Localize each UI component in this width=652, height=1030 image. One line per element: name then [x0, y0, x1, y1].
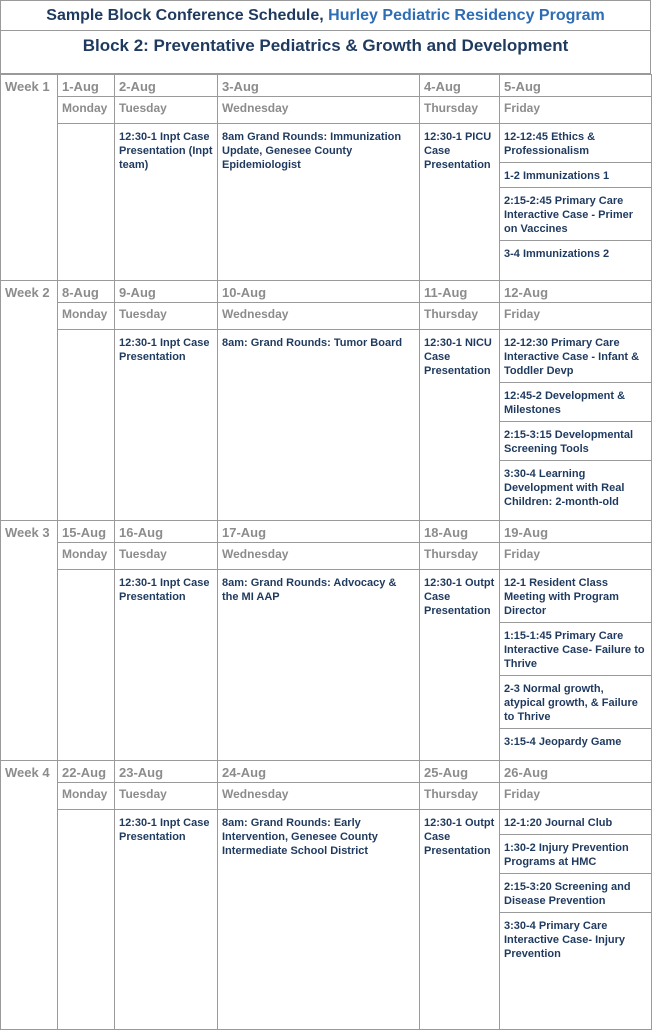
friday-events [500, 570, 652, 761]
weekday-cell: Tuesday [115, 303, 218, 330]
friday-event: 3:30-4 Learning Development with Real Children: 2-month-old [504, 468, 625, 508]
events-row [1, 124, 652, 281]
week-date-row [1, 761, 652, 783]
friday-event: 1:30-2 Injury Prevention Programs at HMC [500, 835, 651, 874]
friday-events [500, 810, 652, 1030]
events-row [1, 330, 652, 521]
weekday-cell: Friday [500, 783, 652, 810]
date-cell: 26-Aug [500, 761, 652, 783]
schedule-table [0, 74, 652, 1030]
events-row [1, 570, 652, 761]
weekday-cell: Thursday [420, 97, 500, 124]
friday-events [500, 330, 652, 521]
date-cell: 9-Aug [115, 281, 218, 303]
program-name: Hurley Pediatric Residency Program [328, 7, 605, 24]
date-cell: 24-Aug [218, 761, 420, 783]
date-cell: 16-Aug [115, 521, 218, 543]
weekday-cell: Wednesday [218, 543, 420, 570]
friday-event: 12-1 Resident Class Meeting with Program Director [500, 570, 651, 623]
document-title [0, 0, 651, 30]
date-cell: 22-Aug [58, 761, 115, 783]
wednesday-event: 8am Grand Rounds: Immunization Update, Genesee County Epidemiologist [218, 124, 420, 281]
weekday-row [1, 783, 652, 810]
tuesday-event: 12:30-1 Inpt Case Presentation [115, 570, 218, 761]
thursday-event: 12:30-1 NICU Case Presentation [420, 330, 500, 521]
weekday-cell: Thursday [420, 543, 500, 570]
weekday-cell: Wednesday [218, 303, 420, 330]
week-label: Week 1 [1, 75, 58, 281]
friday-events [500, 124, 652, 281]
friday-event: 2-3 Normal growth, atypical growth, & Failure to Thrive [500, 676, 651, 729]
week-date-row [1, 281, 652, 303]
thursday-event: 12:30-1 PICU Case Presentation [420, 124, 500, 281]
weekday-cell: Monday [58, 783, 115, 810]
weekday-cell: Wednesday [218, 97, 420, 124]
date-cell: 1-Aug [58, 75, 115, 97]
weekday-row [1, 303, 652, 330]
date-cell: 10-Aug [218, 281, 420, 303]
date-cell: 5-Aug [500, 75, 652, 97]
weekday-cell: Friday [500, 543, 652, 570]
weekday-cell: Monday [58, 303, 115, 330]
weekday-cell: Monday [58, 97, 115, 124]
date-cell: 15-Aug [58, 521, 115, 543]
date-cell: 2-Aug [115, 75, 218, 97]
weekday-cell: Tuesday [115, 783, 218, 810]
title-prefix: Sample Block Conference Schedule, [46, 7, 324, 24]
monday-event [58, 810, 115, 1030]
tuesday-event: 12:30-1 Inpt Case Presentation (Inpt team) [115, 124, 218, 281]
tuesday-event: 12:30-1 Inpt Case Presentation [115, 810, 218, 1030]
date-cell: 25-Aug [420, 761, 500, 783]
friday-event: 12:45-2 Development & Milestones [500, 383, 651, 422]
weekday-cell: Monday [58, 543, 115, 570]
week-date-row [1, 521, 652, 543]
weekday-cell: Tuesday [115, 97, 218, 124]
date-cell: 18-Aug [420, 521, 500, 543]
friday-event: 3:30-4 Primary Care Interactive Case- Injury Prevention [504, 920, 626, 960]
friday-event: 2:15-3:15 Developmental Screening Tools [500, 422, 651, 461]
friday-event: 12-12:30 Primary Care Interactive Case - Infant & Toddler Devp [500, 330, 651, 383]
wednesday-event: 8am: Grand Rounds: Tumor Board [218, 330, 420, 521]
date-cell: 4-Aug [420, 75, 500, 97]
thursday-event: 12:30-1 Outpt Case Presentation [420, 570, 500, 761]
events-row [1, 810, 652, 1030]
friday-event: 1:15-1:45 Primary Care Interactive Case- Failure to Thrive [500, 623, 651, 676]
date-cell: 8-Aug [58, 281, 115, 303]
friday-event: 1-2 Immunizations 1 [500, 163, 651, 188]
weekday-cell: Friday [500, 303, 652, 330]
monday-event [58, 570, 115, 761]
weekday-cell: Friday [500, 97, 652, 124]
thursday-event: 12:30-1 Outpt Case Presentation [420, 810, 500, 1030]
week-label: Week 4 [1, 761, 58, 1030]
weekday-cell: Thursday [420, 783, 500, 810]
weekday-cell: Thursday [420, 303, 500, 330]
friday-event: 12-12:45 Ethics & Professionalism [500, 124, 651, 163]
friday-event: 12-1:20 Journal Club [500, 810, 651, 835]
date-cell: 17-Aug [218, 521, 420, 543]
week-label: Week 2 [1, 281, 58, 521]
date-cell: 3-Aug [218, 75, 420, 97]
week-label: Week 3 [1, 521, 58, 761]
wednesday-event: 8am: Grand Rounds: Early Intervention, Genesee County Intermediate School District [218, 810, 420, 1030]
friday-event: 2:15-3:20 Screening and Disease Prevention [500, 874, 651, 913]
date-cell: 19-Aug [500, 521, 652, 543]
date-cell: 12-Aug [500, 281, 652, 303]
tuesday-event: 12:30-1 Inpt Case Presentation [115, 330, 218, 521]
weekday-cell: Wednesday [218, 783, 420, 810]
date-cell: 11-Aug [420, 281, 500, 303]
monday-event [58, 330, 115, 521]
wednesday-event: 8am: Grand Rounds: Advocacy & the MI AAP [218, 570, 420, 761]
monday-event [58, 124, 115, 281]
block-title: Block 2: Preventative Pediatrics & Growth and Development [0, 30, 651, 74]
weekday-row [1, 543, 652, 570]
weekday-row [1, 97, 652, 124]
week-date-row [1, 75, 652, 97]
friday-event: 3:15-4 Jeopardy Game [504, 736, 622, 748]
friday-event: 2:15-2:45 Primary Care Interactive Case - Primer on Vaccines [500, 188, 651, 241]
friday-event: 3-4 Immunizations 2 [504, 248, 610, 260]
date-cell: 23-Aug [115, 761, 218, 783]
weekday-cell: Tuesday [115, 543, 218, 570]
